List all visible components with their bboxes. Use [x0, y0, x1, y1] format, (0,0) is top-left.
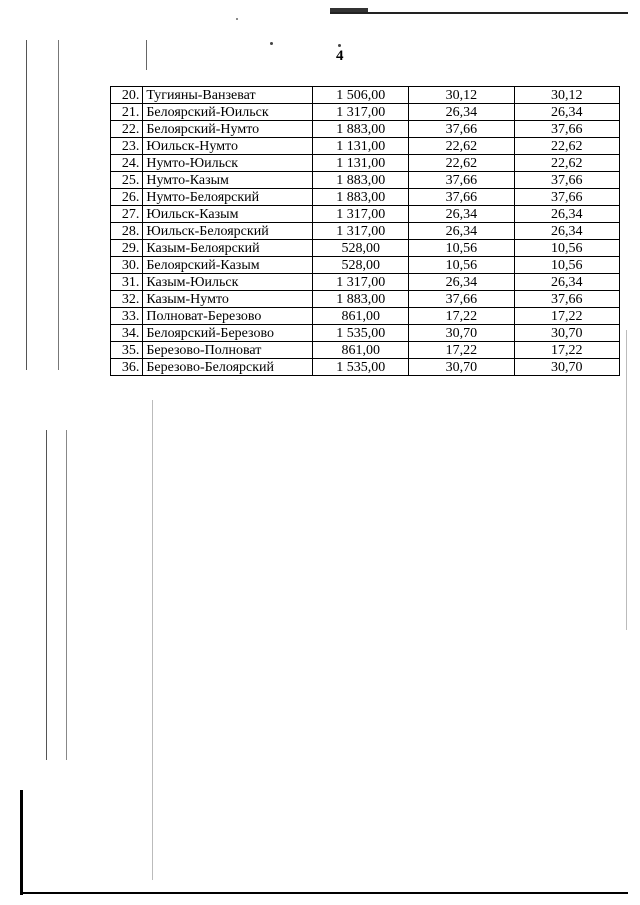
row-number-cell: 32.	[111, 291, 143, 308]
route-cell: Белоярский-Нумто	[143, 121, 313, 138]
route-cell: Тугияны-Ванзеват	[143, 87, 313, 104]
scan-artifact-line	[46, 430, 47, 760]
distance-cell: 528,00	[313, 257, 409, 274]
row-number-cell: 21.	[111, 104, 143, 121]
row-number-cell: 34.	[111, 325, 143, 342]
price-cell: 22,62	[409, 155, 514, 172]
price-cell: 30,70	[409, 325, 514, 342]
price-cell: 26,34	[514, 274, 619, 291]
scan-artifact-top-line	[330, 12, 628, 14]
table-row	[111, 325, 620, 342]
table-row	[111, 240, 620, 257]
row-number-cell: 25.	[111, 172, 143, 189]
distance-cell: 861,00	[313, 342, 409, 359]
price-cell: 37,66	[409, 172, 514, 189]
price-cell: 10,56	[409, 240, 514, 257]
route-cell: Казым-Юильск	[143, 274, 313, 291]
table-row	[111, 308, 620, 325]
table-row	[111, 172, 620, 189]
route-cell: Казым-Нумто	[143, 291, 313, 308]
table-row	[111, 121, 620, 138]
distance-cell: 1 883,00	[313, 121, 409, 138]
route-cell: Белоярский-Казым	[143, 257, 313, 274]
table-row	[111, 104, 620, 121]
price-cell: 22,62	[514, 155, 619, 172]
scan-artifact-dot	[270, 42, 273, 45]
price-cell: 10,56	[409, 257, 514, 274]
scan-artifact-dot	[338, 44, 341, 47]
row-number-cell: 28.	[111, 223, 143, 240]
table-row	[111, 342, 620, 359]
price-cell: 10,56	[514, 257, 619, 274]
route-cell: Нумто-Казым	[143, 172, 313, 189]
price-cell: 26,34	[514, 206, 619, 223]
row-number-cell: 33.	[111, 308, 143, 325]
distance-cell: 1 883,00	[313, 291, 409, 308]
table-row	[111, 138, 620, 155]
table-row	[111, 257, 620, 274]
price-cell: 37,66	[514, 172, 619, 189]
distance-cell: 1 535,00	[313, 359, 409, 376]
scan-artifact-line	[146, 40, 147, 70]
price-cell: 26,34	[514, 223, 619, 240]
row-number-cell: 36.	[111, 359, 143, 376]
price-cell: 26,34	[409, 274, 514, 291]
price-cell: 22,62	[514, 138, 619, 155]
price-cell: 30,70	[409, 359, 514, 376]
distance-cell: 1 317,00	[313, 104, 409, 121]
price-cell: 26,34	[409, 206, 514, 223]
price-cell: 37,66	[409, 291, 514, 308]
row-number-cell: 20.	[111, 87, 143, 104]
price-cell: 30,70	[514, 325, 619, 342]
row-number-cell: 26.	[111, 189, 143, 206]
distance-cell: 1 317,00	[313, 223, 409, 240]
price-cell: 26,34	[409, 223, 514, 240]
row-number-cell: 31.	[111, 274, 143, 291]
distance-cell: 1 317,00	[313, 274, 409, 291]
table-row	[111, 223, 620, 240]
table-row	[111, 189, 620, 206]
table-row	[111, 359, 620, 376]
price-cell: 17,22	[514, 308, 619, 325]
distance-cell: 1 317,00	[313, 206, 409, 223]
scan-artifact-edge	[20, 892, 628, 894]
route-cell: Нумто-Юильск	[143, 155, 313, 172]
distance-cell: 1 883,00	[313, 189, 409, 206]
route-cell: Белоярский-Юильск	[143, 104, 313, 121]
price-cell: 37,66	[409, 189, 514, 206]
route-cell: Юильск-Казым	[143, 206, 313, 223]
table-row	[111, 206, 620, 223]
price-cell: 37,66	[514, 121, 619, 138]
price-cell: 26,34	[514, 104, 619, 121]
distance-cell: 1 131,00	[313, 138, 409, 155]
price-cell: 30,12	[409, 87, 514, 104]
page-number: 4	[336, 48, 344, 64]
table-row	[111, 155, 620, 172]
fare-table	[110, 86, 620, 376]
scan-artifact-line	[58, 40, 59, 370]
price-cell: 26,34	[409, 104, 514, 121]
price-cell: 17,22	[514, 342, 619, 359]
route-cell: Березово-Белоярский	[143, 359, 313, 376]
price-cell: 37,66	[514, 291, 619, 308]
scan-artifact-line	[626, 330, 627, 630]
row-number-cell: 23.	[111, 138, 143, 155]
route-cell: Белоярский-Березово	[143, 325, 313, 342]
route-cell: Полноват-Березово	[143, 308, 313, 325]
scan-artifact-dot	[236, 18, 238, 20]
distance-cell: 1 131,00	[313, 155, 409, 172]
table-row	[111, 274, 620, 291]
distance-cell: 1 506,00	[313, 87, 409, 104]
distance-cell: 528,00	[313, 240, 409, 257]
route-cell: Юильск-Белоярский	[143, 223, 313, 240]
price-cell: 17,22	[409, 342, 514, 359]
table-row	[111, 87, 620, 104]
price-cell: 30,12	[514, 87, 619, 104]
row-number-cell: 30.	[111, 257, 143, 274]
price-cell: 37,66	[514, 189, 619, 206]
distance-cell: 1 883,00	[313, 172, 409, 189]
price-cell: 22,62	[409, 138, 514, 155]
distance-cell: 861,00	[313, 308, 409, 325]
route-cell: Юильск-Нумто	[143, 138, 313, 155]
row-number-cell: 22.	[111, 121, 143, 138]
distance-cell: 1 535,00	[313, 325, 409, 342]
scan-artifact-line	[66, 430, 67, 760]
price-cell: 37,66	[409, 121, 514, 138]
price-cell: 17,22	[409, 308, 514, 325]
row-number-cell: 29.	[111, 240, 143, 257]
row-number-cell: 35.	[111, 342, 143, 359]
price-cell: 30,70	[514, 359, 619, 376]
row-number-cell: 24.	[111, 155, 143, 172]
table-row	[111, 291, 620, 308]
route-cell: Березово-Полноват	[143, 342, 313, 359]
row-number-cell: 27.	[111, 206, 143, 223]
price-cell: 10,56	[514, 240, 619, 257]
scan-artifact-line	[26, 40, 27, 370]
fare-table-body	[111, 87, 620, 376]
route-cell: Казым-Белоярский	[143, 240, 313, 257]
scan-artifact-line	[152, 400, 153, 880]
scan-artifact-edge	[20, 790, 23, 895]
route-cell: Нумто-Белоярский	[143, 189, 313, 206]
